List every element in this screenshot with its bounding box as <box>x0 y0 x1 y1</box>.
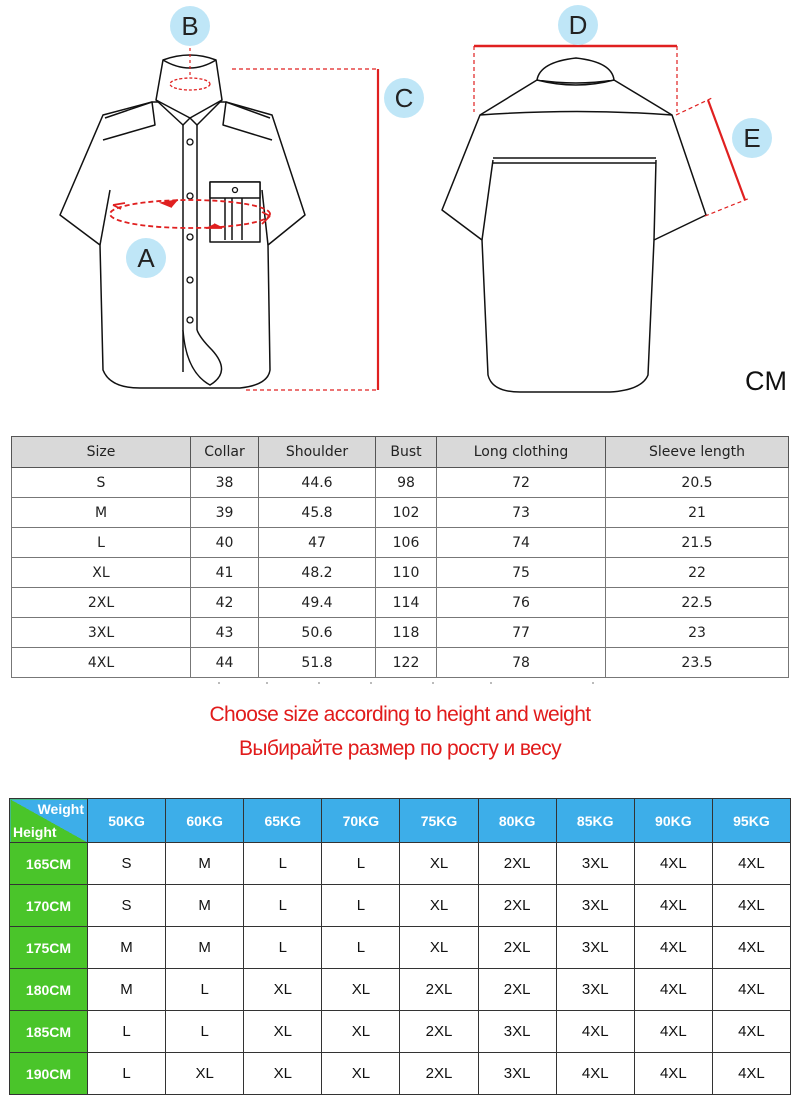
recommended-size-cell: 2XL <box>478 843 556 885</box>
height-header-cell: 170CM <box>10 885 88 927</box>
recommended-size-cell: 4XL <box>634 1011 712 1053</box>
recommended-size-cell: L <box>88 1053 166 1095</box>
label-c: C <box>384 78 424 118</box>
recommended-size-cell: L <box>322 885 400 927</box>
recommended-size-cell: M <box>166 885 244 927</box>
recommended-size-cell: M <box>88 969 166 1011</box>
recommended-size-cell: L <box>322 843 400 885</box>
cell-bust: 110 <box>376 558 437 588</box>
recommended-size-cell: L <box>166 969 244 1011</box>
cell-size: 2XL <box>12 588 191 618</box>
cell-size: M <box>12 498 191 528</box>
front-shirt-illustration <box>60 55 305 388</box>
recommended-size-cell: XL <box>244 1053 322 1095</box>
recommended-size-cell: 4XL <box>712 927 790 969</box>
recommended-size-cell: XL <box>322 1053 400 1095</box>
header-long-clothing: Long clothing <box>437 437 606 468</box>
recommended-size-cell: S <box>88 885 166 927</box>
height-header-cell: 180CM <box>10 969 88 1011</box>
recommended-size-cell: L <box>166 1011 244 1053</box>
cell-size: L <box>12 528 191 558</box>
table-row <box>12 588 789 618</box>
table-row <box>10 927 791 969</box>
table-row <box>12 618 789 648</box>
cell-bust: 122 <box>376 648 437 678</box>
table-row <box>10 843 791 885</box>
cell-collar: 41 <box>191 558 259 588</box>
recommended-size-cell: 4XL <box>556 1011 634 1053</box>
recommended-size-cell: XL <box>400 927 478 969</box>
header-shoulder: Shoulder <box>259 437 376 468</box>
height-header-cell: 165CM <box>10 843 88 885</box>
cell-sleeve-length: 23.5 <box>606 648 789 678</box>
cell-long-clothing: 72 <box>437 468 606 498</box>
recommended-size-cell: 3XL <box>556 969 634 1011</box>
recommended-size-cell: M <box>166 927 244 969</box>
cell-size: 4XL <box>12 648 191 678</box>
recommended-size-cell: XL <box>244 969 322 1011</box>
recommended-size-cell: 4XL <box>712 1053 790 1095</box>
recommended-size-cell: 2XL <box>400 1011 478 1053</box>
cell-sleeve-length: 21 <box>606 498 789 528</box>
height-header-cell: 175CM <box>10 927 88 969</box>
back-shirt-illustration <box>442 58 706 392</box>
weight-header-cell: 70KG <box>322 799 400 843</box>
header-sleeve-length: Sleeve length <box>606 437 789 468</box>
weight-header-row <box>10 799 791 843</box>
recommended-size-cell: 4XL <box>634 843 712 885</box>
cell-shoulder: 50.6 <box>259 618 376 648</box>
weight-header-cell: 90KG <box>634 799 712 843</box>
cell-collar: 42 <box>191 588 259 618</box>
recommended-size-cell: 2XL <box>478 969 556 1011</box>
size-table-body <box>12 468 789 678</box>
table-row <box>10 1053 791 1095</box>
table-row <box>10 885 791 927</box>
recommended-size-cell: 4XL <box>712 1011 790 1053</box>
cell-sleeve-length: 23 <box>606 618 789 648</box>
cell-collar: 44 <box>191 648 259 678</box>
cell-size: S <box>12 468 191 498</box>
weight-header-cell: 95KG <box>712 799 790 843</box>
recommended-size-cell: L <box>244 843 322 885</box>
height-axis-label: Height <box>13 824 57 840</box>
cell-sleeve-length: 22 <box>606 558 789 588</box>
recommended-size-cell: L <box>244 885 322 927</box>
recommended-size-cell: XL <box>322 1011 400 1053</box>
cell-sleeve-length: 20.5 <box>606 468 789 498</box>
recommended-size-cell: XL <box>244 1011 322 1053</box>
recommended-size-cell: 2XL <box>478 885 556 927</box>
label-b: B <box>170 6 210 46</box>
size-table-header-row <box>12 437 789 468</box>
weight-header-cell: 60KG <box>166 799 244 843</box>
cell-shoulder: 49.4 <box>259 588 376 618</box>
recommended-size-cell: L <box>244 927 322 969</box>
shirt-measurement-diagram <box>0 0 800 400</box>
cell-sleeve-length: 22.5 <box>606 588 789 618</box>
cell-long-clothing: 76 <box>437 588 606 618</box>
recommended-size-cell: 3XL <box>478 1053 556 1095</box>
notice-russian: Выбирайте размер по росту и весу <box>238 737 562 760</box>
cell-collar: 43 <box>191 618 259 648</box>
cell-bust: 98 <box>376 468 437 498</box>
recommended-size-cell: XL <box>166 1053 244 1095</box>
recommended-size-cell: 4XL <box>712 969 790 1011</box>
height-header-cell: 185CM <box>10 1011 88 1053</box>
recommended-size-cell: XL <box>400 885 478 927</box>
recommended-size-cell: S <box>88 843 166 885</box>
label-d: D <box>558 5 598 45</box>
recommended-size-cell: L <box>88 1011 166 1053</box>
table-row <box>12 468 789 498</box>
recommended-size-cell: 4XL <box>712 885 790 927</box>
header-bust: Bust <box>376 437 437 468</box>
cell-bust: 102 <box>376 498 437 528</box>
recommended-size-cell: 4XL <box>634 969 712 1011</box>
size-table <box>11 436 789 678</box>
recommended-size-cell: 3XL <box>556 843 634 885</box>
recommended-size-cell: XL <box>400 843 478 885</box>
weight-header-cell: 65KG <box>244 799 322 843</box>
cell-long-clothing: 78 <box>437 648 606 678</box>
header-size: Size <box>12 437 191 468</box>
cell-bust: 106 <box>376 528 437 558</box>
recommended-size-cell: XL <box>322 969 400 1011</box>
height-header-cell: 190CM <box>10 1053 88 1095</box>
recommended-size-cell: 4XL <box>712 843 790 885</box>
cell-long-clothing: 74 <box>437 528 606 558</box>
cell-shoulder: 44.6 <box>259 468 376 498</box>
cell-shoulder: 47 <box>259 528 376 558</box>
table-row <box>10 1011 791 1053</box>
table-row <box>12 558 789 588</box>
label-e: E <box>732 118 772 158</box>
recommended-size-cell: 3XL <box>478 1011 556 1053</box>
cell-long-clothing: 73 <box>437 498 606 528</box>
weight-axis-label: Weight <box>37 801 84 817</box>
table-row <box>12 648 789 678</box>
weight-header-cell: 75KG <box>400 799 478 843</box>
recommended-size-cell: 3XL <box>556 927 634 969</box>
table-row <box>12 498 789 528</box>
recommended-size-cell: 2XL <box>400 969 478 1011</box>
weight-header-cell: 80KG <box>478 799 556 843</box>
cell-long-clothing: 77 <box>437 618 606 648</box>
notice-english: Choose size according to height and weight <box>209 703 591 726</box>
shirt-drawing <box>0 0 800 400</box>
recommended-size-cell: 4XL <box>634 885 712 927</box>
cell-size: 3XL <box>12 618 191 648</box>
cell-shoulder: 48.2 <box>259 558 376 588</box>
cell-sleeve-length: 21.5 <box>606 528 789 558</box>
header-collar: Collar <box>191 437 259 468</box>
cell-collar: 39 <box>191 498 259 528</box>
recommended-size-cell: 4XL <box>634 1053 712 1095</box>
table-row <box>12 528 789 558</box>
recommended-size-cell: M <box>166 843 244 885</box>
label-a: A <box>126 238 166 278</box>
recommended-size-cell: M <box>88 927 166 969</box>
unit-label: CM <box>745 366 787 396</box>
recommended-size-cell: 4XL <box>634 927 712 969</box>
recommended-size-cell: 2XL <box>478 927 556 969</box>
size-recommendation-table <box>9 798 791 1095</box>
cell-bust: 114 <box>376 588 437 618</box>
weight-header-cell: 50KG <box>88 799 166 843</box>
cell-long-clothing: 75 <box>437 558 606 588</box>
cell-shoulder: 51.8 <box>259 648 376 678</box>
table-row <box>10 969 791 1011</box>
recommendation-body <box>10 843 791 1095</box>
cell-collar: 40 <box>191 528 259 558</box>
cell-collar: 38 <box>191 468 259 498</box>
cell-size: XL <box>12 558 191 588</box>
weight-header-cell: 85KG <box>556 799 634 843</box>
table-corner-cell <box>10 799 88 843</box>
recommended-size-cell: 3XL <box>556 885 634 927</box>
recommended-size-cell: L <box>322 927 400 969</box>
separator-dots <box>200 682 600 686</box>
recommended-size-cell: 4XL <box>556 1053 634 1095</box>
recommended-size-cell: 2XL <box>400 1053 478 1095</box>
cell-bust: 118 <box>376 618 437 648</box>
cell-shoulder: 45.8 <box>259 498 376 528</box>
